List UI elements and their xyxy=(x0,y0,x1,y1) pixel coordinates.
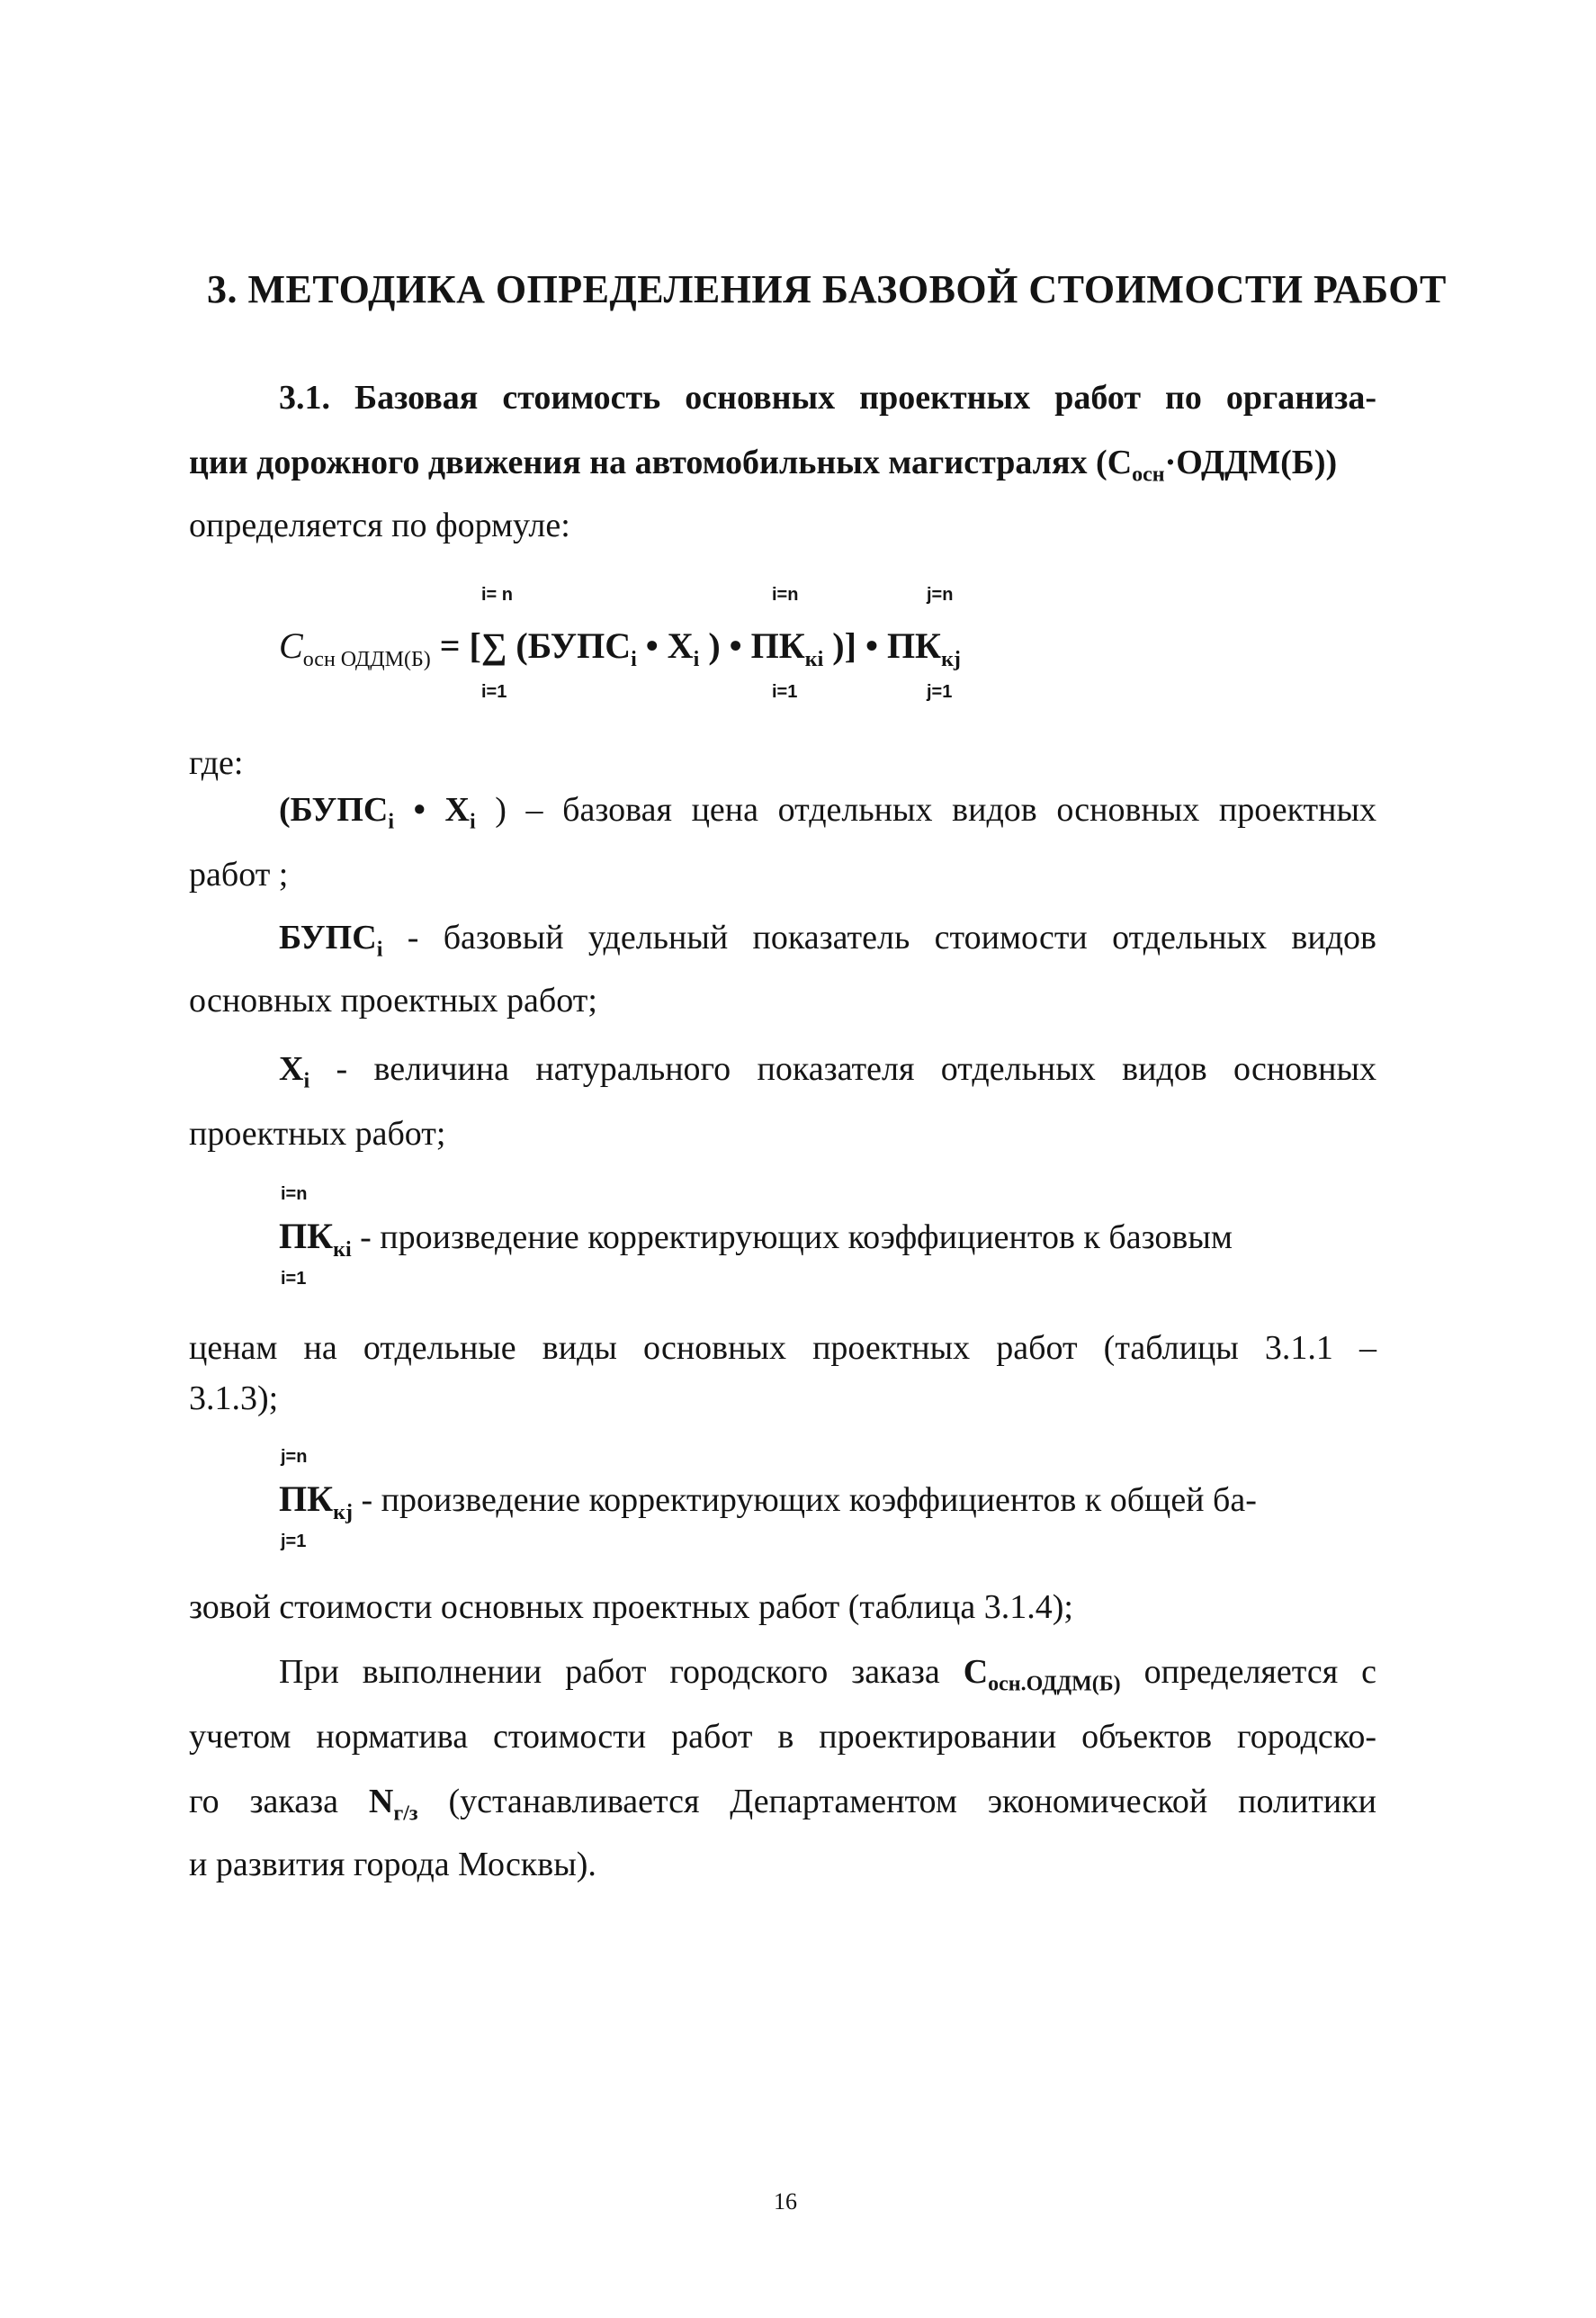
formula-main-line xyxy=(279,624,961,671)
definition-2-line xyxy=(189,918,1376,962)
intro-line-3: определяется по формуле: xyxy=(189,507,570,544)
def4-term: ПК xyxy=(279,1216,334,1256)
final-l1c: С xyxy=(963,1653,989,1691)
definition-4-line xyxy=(279,1215,1376,1262)
formula-ki: кi xyxy=(804,648,824,671)
formula-lhs-sub: осн ОДДМ(Б) xyxy=(302,648,431,671)
def3-term: Х xyxy=(279,1050,304,1088)
formula-close: )] • ПК xyxy=(823,625,942,666)
def1-term-i: i xyxy=(388,810,395,834)
definition-3-cont: проектных работ; xyxy=(189,1115,446,1153)
def4-term-sub: кi xyxy=(333,1238,352,1262)
def5-term: ПК xyxy=(279,1478,334,1519)
def1-term-end: ) – xyxy=(475,791,543,829)
definition-1-cont: работ ; xyxy=(189,856,289,894)
product1-lower-limit: i=1 xyxy=(772,682,798,702)
def5-text: - произведение корректирующих коэффициентов к общей ба- xyxy=(352,1481,1257,1519)
product2-upper-limit: j=n xyxy=(927,585,954,605)
page-number: 16 xyxy=(774,2188,797,2215)
section-heading: 3. МЕТОДИКА ОПРЕДЕЛЕНИЯ БАЗОВОЙ СТОИМОСТИ РАБОТ xyxy=(207,267,1447,311)
def5-term-sub: кj xyxy=(333,1501,353,1524)
final-l3b: (устанавливается Департаментом экономической политики xyxy=(417,1783,1376,1820)
formula-kj: кj xyxy=(941,648,961,671)
def1-term-i2: i xyxy=(470,810,476,834)
where-label: где: xyxy=(189,744,244,782)
formula-dot1: • Х xyxy=(636,625,694,666)
def2-term-i: i xyxy=(376,938,383,962)
formula-lhs-c: С xyxy=(279,625,303,666)
final-line-3 xyxy=(189,1782,1376,1826)
definition-3-line xyxy=(189,1049,1376,1093)
def1-text: базовая цена отдельных видов основных проектных xyxy=(542,791,1377,829)
formula-i2: i xyxy=(693,648,700,671)
def2-text: - базовый удельный показатель стоимости отдельных видов xyxy=(382,919,1376,957)
sum-upper-limit: i= n xyxy=(481,585,514,605)
definition-1-line xyxy=(189,790,1377,834)
intro-number: 3.1. xyxy=(279,379,330,417)
product2-lower-limit: j=1 xyxy=(927,682,953,702)
final-l3a: го заказа xyxy=(189,1783,369,1820)
def3-text: - величина натурального показателя отдельных видов основных xyxy=(309,1050,1376,1088)
definition-4-cont-2: 3.1.3); xyxy=(189,1379,279,1417)
formula-mid: ) • ПК xyxy=(699,625,805,666)
definition-4-cont-1: ценам на отдельные виды основных проектных работ (таблицы 3.1.1 – xyxy=(189,1329,1376,1367)
final-line-1 xyxy=(189,1652,1376,1696)
final-line-4: и развития города Москвы). xyxy=(189,1846,596,1883)
formula-eq: = [∑ (БУПС xyxy=(430,625,632,666)
formula-i1: i xyxy=(631,648,637,671)
def4-upper-limit: i=n xyxy=(281,1184,308,1204)
definition-2-cont: основных проектных работ; xyxy=(189,982,597,1020)
intro-bold-line1: Базовая стоимость основных проектных работ по организа- xyxy=(354,379,1376,417)
definition-5-cont: зовой стоимости основных проектных работ (таблица 3.1.4); xyxy=(189,1588,1073,1626)
cost-formula xyxy=(279,585,1269,711)
def1-term: (БУПС xyxy=(279,791,389,829)
final-line-2: учетом норматива стоимости работ в проектировании объектов городско- xyxy=(189,1718,1376,1756)
final-l1sub: осн.ОДДМ(Б) xyxy=(988,1672,1121,1696)
def5-upper-limit: j=n xyxy=(281,1447,308,1467)
final-l1b: определяется с xyxy=(1120,1653,1376,1691)
def4-lower-limit: i=1 xyxy=(281,1269,307,1289)
def4-text: - произведение корректирующих коэффициентов к базовым xyxy=(351,1218,1233,1256)
intro-line-1 xyxy=(189,378,1376,418)
def1-term-mid: • Х xyxy=(394,791,470,829)
final-l3sub: г/з xyxy=(393,1801,418,1826)
def2-term: БУПС xyxy=(279,919,377,957)
intro-bold-line2: ции дорожного движения на автомобильных магистралях (С xyxy=(189,444,1133,481)
def3-term-i: i xyxy=(303,1069,310,1093)
final-l3n: N xyxy=(368,1783,394,1820)
def5-lower-limit: j=1 xyxy=(281,1532,307,1551)
intro-bold-line2b: ·ОДДМ(Б)) xyxy=(1164,444,1338,481)
sum-lower-limit: i=1 xyxy=(481,682,507,702)
product1-upper-limit: i=n xyxy=(772,585,799,605)
final-l1a: При выполнении работ городского заказа xyxy=(279,1653,964,1691)
intro-sub: осн xyxy=(1132,463,1165,487)
intro-line-2 xyxy=(189,443,1376,487)
definition-5-line xyxy=(279,1478,1376,1524)
